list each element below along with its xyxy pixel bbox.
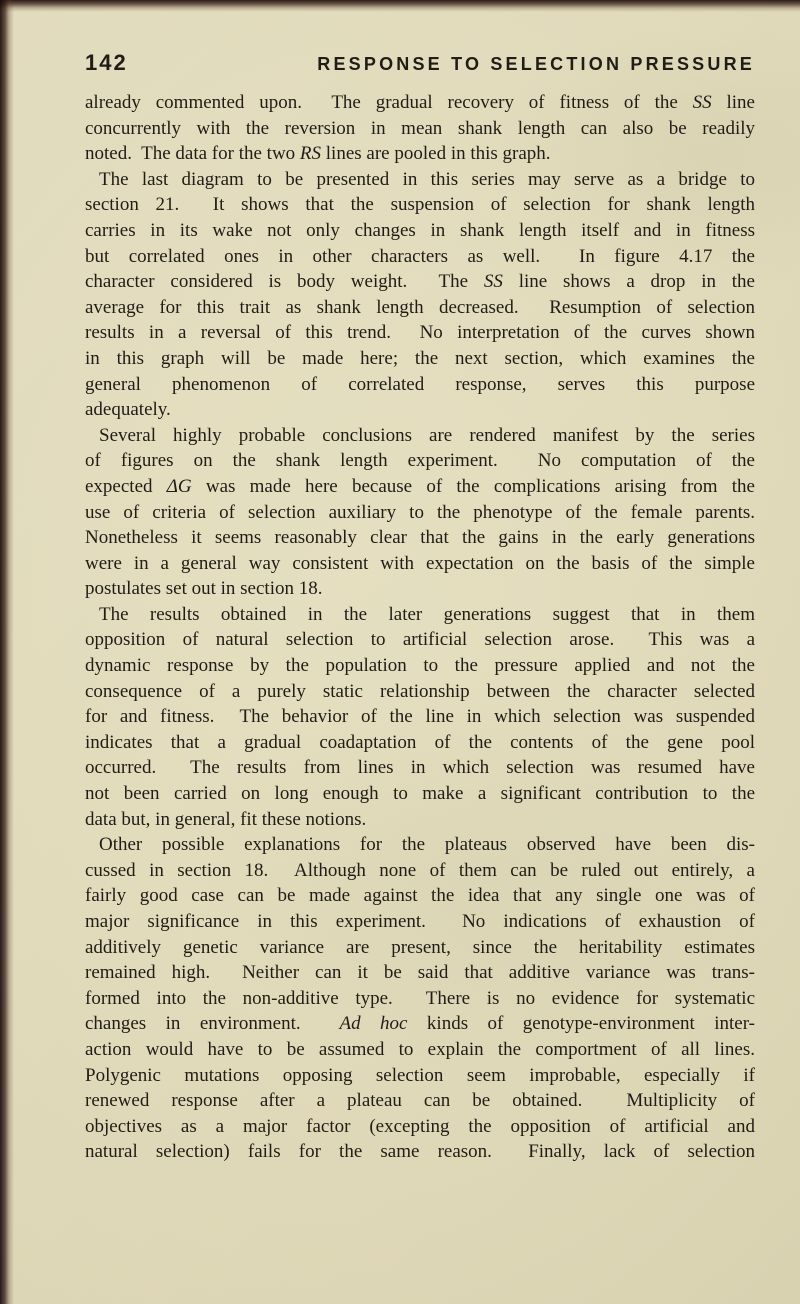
text-line: general phenomenon of correlated response, serves this purpose — [85, 373, 755, 395]
text-line: indicates that a gradual coadaptation of the contents of the gene pool — [85, 731, 755, 753]
text-line: Other possible explanations for the plateaus observed have been dis- — [99, 834, 755, 856]
text-line: Nonetheless it seems reasonably clear that the gains in the early generations — [85, 527, 755, 549]
text-line: major significance in this experiment. No indications of exhaustion of — [85, 911, 755, 932]
text-line: expected ΔG was made here because of the complications arising from the — [85, 475, 755, 497]
paragraph — [85, 90, 755, 167]
text-line: section 21. It shows that the suspension of selection for shank length — [85, 194, 755, 216]
paragraph — [85, 832, 755, 1165]
text-line: were in a general way consistent with expectation on the basis of the simple — [85, 552, 755, 574]
running-header — [85, 50, 755, 76]
text-line: Several highly probable conclusions are rendered manifest by the series — [99, 424, 755, 446]
text-line: natural selection) fails for the same reason. Finally, lack of selection — [85, 1141, 755, 1163]
text-line: adequately. — [85, 399, 171, 421]
text-line: noted. The data for the two RS lines are pooled in this graph. — [85, 143, 551, 165]
paragraph — [85, 167, 755, 423]
paragraph — [85, 423, 755, 602]
text-line: use of criteria of selection auxiliary to the phenotype of the female parents. — [85, 501, 755, 523]
text-line: Polygenic mutations opposing selection seem improbable, especially if — [85, 1064, 755, 1086]
text-line: action would have to be assumed to explain the comportment of all lines. — [85, 1038, 755, 1060]
text-line: average for this trait as shank length decreased. Resumption of selection — [85, 296, 755, 318]
text-line: additively genetic variance are present, since the heritability estimates — [85, 936, 755, 958]
running-head-title: RESPONSE TO SELECTION PRESSURE — [317, 54, 755, 74]
text-line: consequence of a purely static relationship between the character selected — [85, 680, 755, 702]
text-line: carries in its wake not only changes in shank length itself and in fitness — [85, 219, 755, 241]
body-text — [85, 90, 755, 1165]
text-line: in this graph will be made here; the next section, which examines the — [85, 347, 755, 369]
text-line: of figures on the shank length experiment. No computation of the — [85, 450, 755, 472]
text-line: concurrently with the reversion in mean shank length can also be readily — [85, 117, 755, 139]
text-line: postulates set out in section 18. — [85, 578, 323, 600]
page-edge-shadow-top — [0, 0, 800, 12]
text-line: character considered is body weight. The SS line shows a drop in the — [85, 271, 755, 293]
text-line: not been carried on long enough to make a significant contribution to the — [85, 783, 755, 805]
text-line: objectives as a major factor (excepting the opposition of artificial and — [85, 1115, 755, 1137]
text-line: for and fitness. The behavior of the line in which selection was suspended — [85, 706, 755, 728]
text-line: The results obtained in the later generations suggest that in them — [99, 603, 755, 625]
text-line: occurred. The results from lines in which selection was resumed have — [85, 757, 755, 779]
text-line: cussed in section 18. Although none of them can be ruled out entirely, a — [85, 859, 755, 881]
text-line: already commented upon. The gradual recovery of fitness of the SS line — [85, 92, 755, 113]
text-line: renewed response after a plateau can be obtained. Multiplicity of — [85, 1090, 755, 1112]
text-line: data but, in general, fit these notions. — [85, 808, 367, 830]
text-line: remained high. Neither can it be said that additive variance was trans- — [85, 962, 755, 984]
paragraph — [85, 602, 755, 832]
binding-shadow-left — [0, 0, 14, 1304]
text-line: changes in environment. Ad hoc kinds of genotype-environment inter- — [85, 1013, 755, 1035]
text-line: fairly good case can be made against the idea that any single one was of — [85, 885, 755, 907]
text-line: The last diagram to be presented in this series may serve as a bridge to — [99, 168, 755, 190]
text-line: opposition of natural selection to artificial selection arose. This was a — [85, 629, 755, 651]
text-line: formed into the non-additive type. There is no evidence for systematic — [85, 987, 755, 1009]
text-line: dynamic response by the population to the pressure applied and not the — [85, 655, 755, 677]
text-line: but correlated ones in other characters as well. In figure 4.17 the — [85, 245, 755, 267]
text-line: results in a reversal of this trend. No interpretation of the curves shown — [85, 322, 755, 344]
page-number: 142 — [85, 50, 128, 75]
